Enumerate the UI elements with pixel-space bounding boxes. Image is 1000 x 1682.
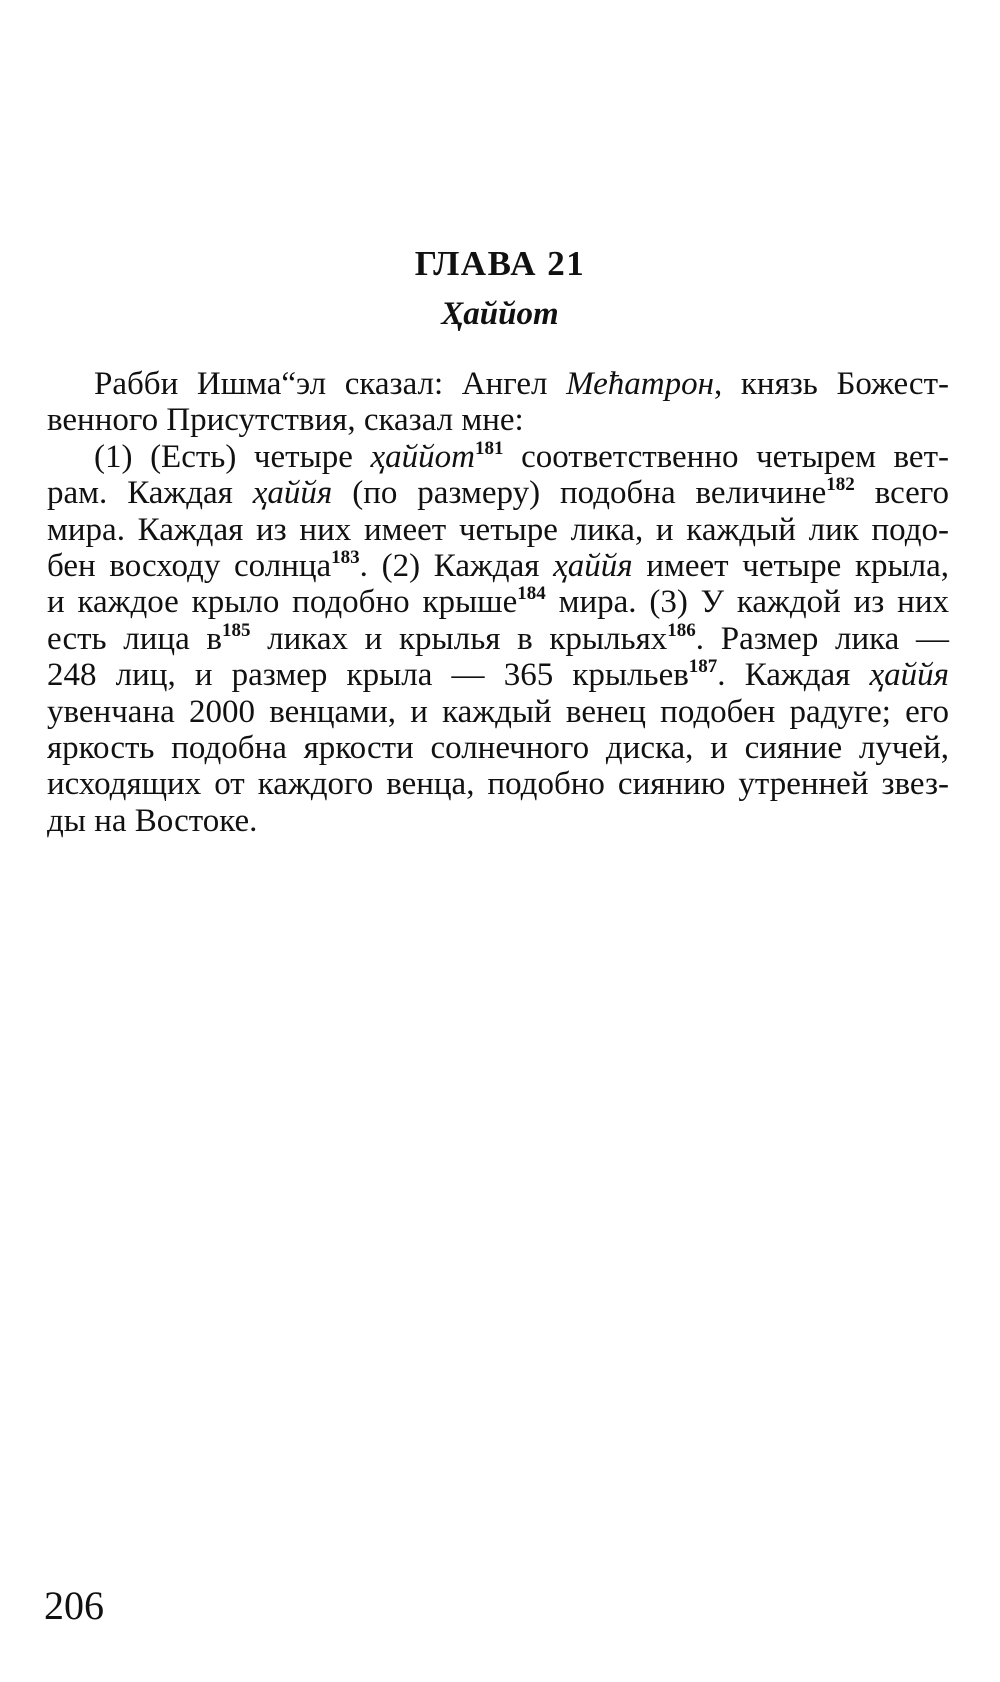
- body-line-12: исходящих от каждого венца, подобно сиянию утренней звез-: [47, 766, 949, 803]
- chapter-title: ГЛАВА 21: [414, 244, 586, 283]
- body-line-13: ды на Востоке.: [47, 802, 258, 839]
- term-hayya: ҳаййя: [553, 548, 633, 585]
- chapter-subtitle: Ҳаййот: [441, 296, 559, 332]
- body-line-8: есть лица $в^{185}$ ликах и крылья в крыльях$^{186}$. Размер лика —: [47, 619, 949, 657]
- body-line-2: венного Присутствия, сказал мне:: [47, 402, 524, 439]
- body-line-1: Рабби Ишма“эл сказал: Ангел Мећатрон, князь Божест-: [94, 366, 949, 402]
- term-hayyot: ҳаййот: [370, 438, 475, 475]
- term-hayya: ҳаййя: [252, 475, 333, 512]
- page-number: 206: [44, 1583, 104, 1628]
- footnote-ref-183[interactable]: 183: [331, 547, 360, 569]
- footnote-ref-182[interactable]: 182: [826, 474, 855, 496]
- footnote-ref-181[interactable]: 181: [474, 437, 504, 459]
- body-line-3: (1) (Есть) четыре ҳаййот$^{181}$ соответственно четырем вет-: [94, 437, 949, 475]
- footnote-ref-185[interactable]: 185: [221, 619, 251, 641]
- body-line-9: 248 лиц, и размер крыла — 365 крыльев$^{187}$. Каждая ҳаййя: [47, 656, 949, 694]
- body-line-6: бен восходу солнца$^{183}$. (2) Каждая ҳаййя имеет четыре крыла,: [47, 547, 950, 585]
- angel-name: Мећатрон: [566, 366, 714, 402]
- footnote-ref-186[interactable]: 186: [667, 619, 696, 641]
- body-line-7: и каждое крыло подобно крыше$^{184}$ мира. (3) У каждой из них: [47, 583, 949, 621]
- body-line-10: увенчана 2000 венцами, и каждый венец подобен радуге; его: [47, 693, 949, 730]
- footnote-ref-184[interactable]: 184: [517, 583, 546, 605]
- chapter-body: [47, 366, 949, 839]
- body-line-5: мира. Каждая из них имеет четыре лика, и каждый лик подо-: [47, 511, 949, 548]
- footnote-ref-187[interactable]: 187: [688, 656, 718, 678]
- body-line-4: рам. Каждая ҳаййя (по размеру) подобна величине$^{182}$ всего: [47, 474, 949, 512]
- body-line-11: яркость подобна яркости солнечного диска, и сияние лучей,: [47, 730, 949, 767]
- term-hayya: ҳаййя: [869, 657, 949, 694]
